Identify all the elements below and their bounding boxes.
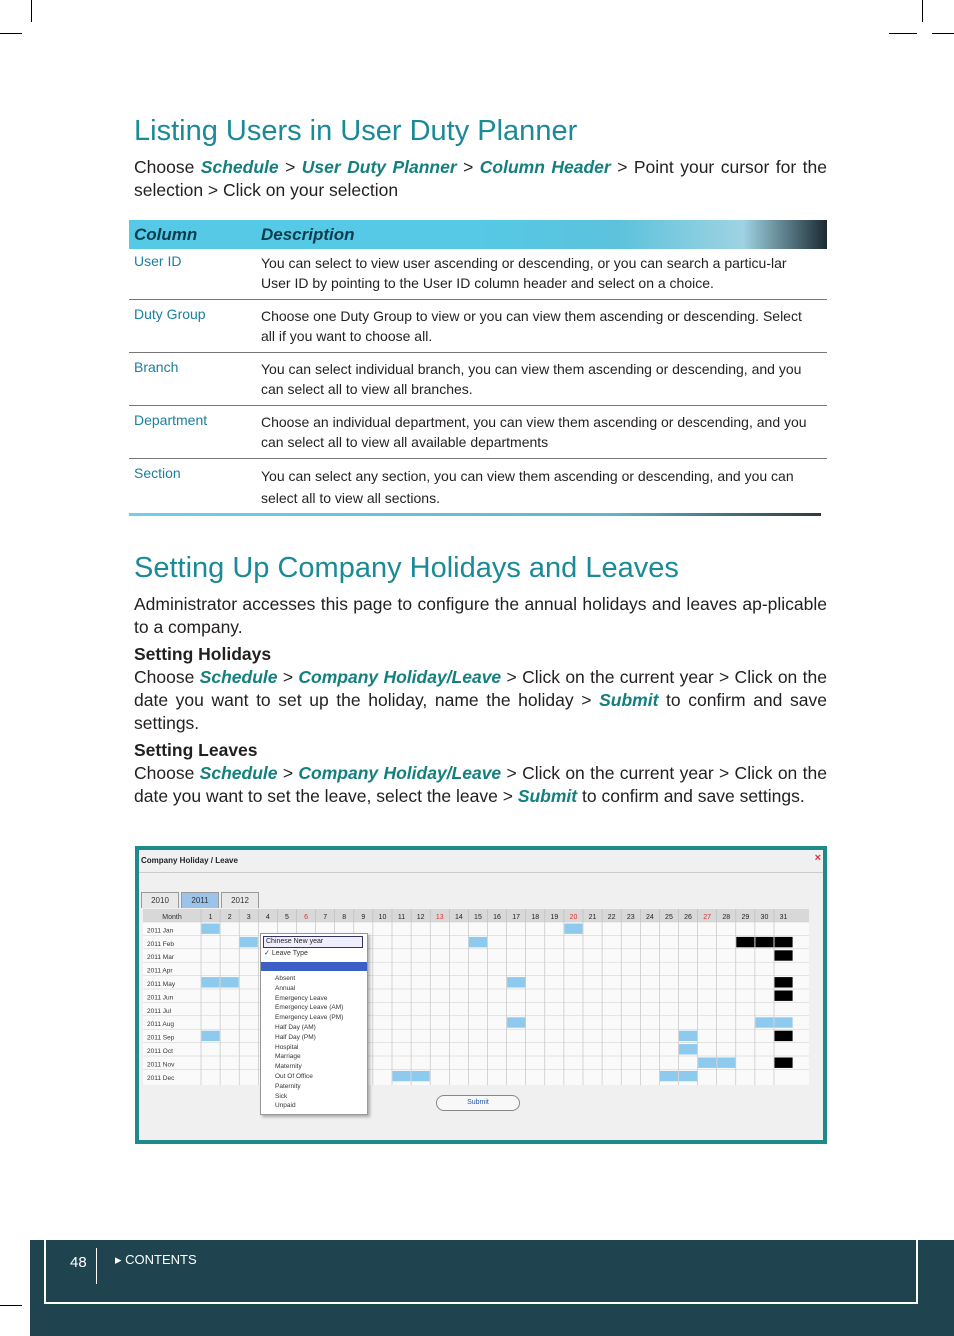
day-label: 20 xyxy=(569,914,578,921)
row-column: Department xyxy=(134,412,208,428)
setting-leaves-heading: Setting Leaves xyxy=(134,740,258,760)
page-footer xyxy=(30,1240,954,1336)
day-label: 2 xyxy=(227,914,232,921)
leave-type-option[interactable]: Absent xyxy=(275,975,296,982)
column-description-table xyxy=(129,220,827,516)
leave-cell xyxy=(736,937,754,947)
row-description: Choose an individual department, you can view them ascending or descending, and you can select all to view all available departments xyxy=(261,414,807,450)
table-row xyxy=(129,300,827,353)
day-label: 29 xyxy=(741,914,750,921)
holiday-cell xyxy=(412,1071,430,1081)
leave-type-option[interactable]: Hospital xyxy=(275,1043,299,1051)
setting-leaves-text: Choose Schedule > Company Holiday/Leave > Click on the current year > Click on the date you want to set the leave, select the leave > Submit to confirm and save settings. xyxy=(134,763,827,806)
window-title: Company Holiday / Leave xyxy=(141,856,238,865)
kw-company-holiday: Company Holiday/Leave xyxy=(298,763,502,783)
leave-cell xyxy=(775,1031,793,1041)
header-description: Description xyxy=(261,224,355,244)
kw-schedule: Schedule xyxy=(200,157,279,177)
screenshot-window xyxy=(139,850,823,1140)
day-label: 23 xyxy=(626,914,635,921)
leave-type-option[interactable]: Unpaid xyxy=(275,1102,296,1110)
footer-divider xyxy=(96,1248,97,1284)
footer-frame xyxy=(44,1240,918,1304)
leave-type-dropdown[interactable] xyxy=(260,933,368,1115)
month-label: 2011 Jul xyxy=(147,1007,172,1015)
day-label: 8 xyxy=(342,914,347,921)
holiday-cell xyxy=(564,924,582,934)
leave-type-list xyxy=(275,974,343,1111)
section-title-holidays: Setting Up Company Holidays and Leaves xyxy=(134,552,679,584)
table-row xyxy=(129,406,827,459)
holiday-cell xyxy=(221,977,239,987)
day-label: 12 xyxy=(416,914,425,921)
holiday-cell xyxy=(679,1044,697,1054)
holiday-cell xyxy=(698,1058,716,1068)
month-label: 2011 Jun xyxy=(147,994,174,1002)
row-column: User ID xyxy=(134,253,182,269)
leave-type-option[interactable]: Paternity xyxy=(275,1082,301,1090)
duty-planner-instructions: Choose Schedule > User Duty Planner > Column Header > Point your cursor for the selection > Click on your selection xyxy=(134,157,827,200)
day-label: 5 xyxy=(284,914,289,921)
day-label: 24 xyxy=(645,914,654,921)
section-title-duty-planner: Listing Users in User Duty Planner xyxy=(134,115,578,147)
table-row xyxy=(129,353,827,406)
holiday-cell xyxy=(679,1031,697,1041)
leave-type-option[interactable]: Emergency Leave (AM) xyxy=(275,1004,344,1012)
row-column: Branch xyxy=(134,359,179,375)
kw-user-duty-planner: User Duty Planner xyxy=(301,157,457,177)
leave-cell xyxy=(775,977,793,987)
table-row xyxy=(129,459,827,513)
crop-mark xyxy=(889,33,917,34)
holiday-cell xyxy=(755,1017,773,1027)
crop-mark xyxy=(932,33,954,34)
crop-mark xyxy=(922,0,923,22)
day-label: 22 xyxy=(607,914,616,921)
day-label: 18 xyxy=(531,914,540,921)
crop-mark xyxy=(0,33,22,34)
leave-cell xyxy=(755,937,773,947)
month-label: 2011 Dec xyxy=(147,1074,175,1082)
day-label: 17 xyxy=(512,914,521,921)
month-label: 2011 Sep xyxy=(147,1034,175,1042)
leave-cell xyxy=(775,991,793,1001)
close-icon[interactable]: × xyxy=(814,852,821,864)
crop-mark xyxy=(31,0,32,22)
holiday-cell xyxy=(717,1058,735,1068)
table-header xyxy=(129,220,827,249)
day-label: 27 xyxy=(703,914,712,921)
day-label: 25 xyxy=(665,914,673,921)
table-row xyxy=(129,249,827,300)
holiday-cell xyxy=(469,937,487,947)
setting-holidays-text: Choose Schedule > Company Holiday/Leave > Click on the current year > Click on the date you want to set up the holiday, name the holiday > Submit to confirm and save settings. xyxy=(134,667,827,733)
row-description: You can select any section, you can view them ascending or descending, and you can select all to view all sections. xyxy=(261,468,794,506)
leave-type-option[interactable]: Emergency Leave (PM) xyxy=(275,1014,344,1022)
day-label: 10 xyxy=(378,914,387,921)
row-description: You can select individual branch, you can view them ascending or descending, and you can select all to view all branches. xyxy=(261,361,802,397)
page-number: 48 xyxy=(70,1254,87,1271)
header-column: Column xyxy=(134,224,198,244)
row-column: Duty Group xyxy=(134,306,206,322)
leave-cell xyxy=(775,937,793,947)
month-label: 2011 Aug xyxy=(147,1021,174,1029)
row-column: Section xyxy=(134,465,181,481)
leave-type-option[interactable]: Emergency Leave xyxy=(275,994,328,1002)
row-description: You can select to view user ascending or descending, or you can search a particu-lar User ID by pointing to the User ID column header and select on a choice. xyxy=(261,255,787,291)
holiday-grid xyxy=(143,909,809,1085)
day-label: 31 xyxy=(779,914,788,921)
month-label: 2011 Oct xyxy=(147,1048,173,1055)
kw-submit: Submit xyxy=(599,690,659,710)
leave-cell xyxy=(775,950,793,960)
kw-company-holiday: Company Holiday/Leave xyxy=(298,667,502,687)
holiday-cell xyxy=(393,1071,411,1081)
day-label: 6 xyxy=(304,914,309,921)
day-label: 11 xyxy=(397,914,406,921)
holiday-name-input[interactable]: Chinese New year xyxy=(263,936,363,948)
table-bottom-rule xyxy=(129,513,821,516)
day-label: 13 xyxy=(435,914,444,921)
month-label: 2011 Jan xyxy=(147,927,174,935)
holiday-cell xyxy=(202,977,220,987)
leave-type-option[interactable]: Maternity xyxy=(275,1063,302,1071)
day-label: 28 xyxy=(722,914,731,921)
month-label: 2011 Feb xyxy=(147,940,174,948)
leave-cell xyxy=(775,1058,793,1068)
holidays-intro: Administrator accesses this page to configure the annual holidays and leaves ap-plicable to a company. xyxy=(134,594,827,637)
month-label: 2011 Nov xyxy=(147,1061,175,1069)
leave-type-option[interactable]: Sick xyxy=(275,1092,288,1100)
menu-heading: ✓ Leave Type xyxy=(264,950,308,957)
day-label: 4 xyxy=(265,914,270,921)
day-label: 3 xyxy=(246,914,251,921)
month-label: 2011 Mar xyxy=(147,954,174,962)
row-description: Choose one Duty Group to view or you can view them ascending or descending. Select all if you want to choose all. xyxy=(261,308,802,344)
day-label: 9 xyxy=(361,914,366,921)
kw-schedule: Schedule xyxy=(199,763,278,783)
leave-type-option[interactable]: Annual xyxy=(275,984,296,992)
holiday-cell xyxy=(507,977,525,987)
day-label: 16 xyxy=(493,914,501,921)
holiday-cell xyxy=(240,937,258,947)
day-label: 14 xyxy=(454,914,463,921)
leave-type-option[interactable]: Marriage xyxy=(275,1053,301,1061)
kw-schedule: Schedule xyxy=(199,667,278,687)
check-icon: ✓ xyxy=(264,950,270,957)
leave-type-option[interactable]: Half Day (PM) xyxy=(275,1033,316,1041)
month-label: 2011 Apr xyxy=(147,967,173,975)
holiday-cell xyxy=(679,1071,697,1081)
holiday-cell xyxy=(775,1017,793,1027)
day-label: 1 xyxy=(208,914,213,921)
day-label: 26 xyxy=(684,914,692,921)
month-header: Month xyxy=(162,914,182,921)
leave-type-option[interactable]: Out Of Office xyxy=(275,1072,313,1080)
submit-button[interactable]: Submit xyxy=(436,1095,520,1111)
setting-holidays-heading: Setting Holidays xyxy=(134,644,272,664)
month-label: 2011 May xyxy=(147,981,176,988)
holiday-cell xyxy=(202,1031,220,1041)
title-divider xyxy=(139,872,823,873)
year-tab[interactable]: 2010 xyxy=(141,892,179,908)
holiday-cell xyxy=(507,1017,525,1027)
kw-column-header: Column Header xyxy=(479,157,611,177)
kw-submit: Submit xyxy=(517,786,578,806)
day-label: 7 xyxy=(323,914,328,921)
holiday-cell xyxy=(660,1071,678,1081)
day-label: 30 xyxy=(760,914,769,921)
holiday-cell xyxy=(202,924,220,934)
play-icon: ▸ xyxy=(115,1252,122,1267)
contents-link[interactable]: ▸ CONTENTS xyxy=(115,1252,197,1267)
day-label: 15 xyxy=(474,914,482,921)
leave-type-option[interactable]: Half Day (AM) xyxy=(275,1023,316,1031)
year-tab[interactable]: 2012 xyxy=(221,892,259,908)
menu-highlight xyxy=(261,962,367,971)
day-label: 19 xyxy=(550,914,559,921)
company-holiday-screenshot xyxy=(135,846,827,1144)
crop-mark xyxy=(0,1305,22,1306)
day-label: 21 xyxy=(588,914,597,921)
year-tab-active[interactable]: 2011 xyxy=(181,892,219,908)
